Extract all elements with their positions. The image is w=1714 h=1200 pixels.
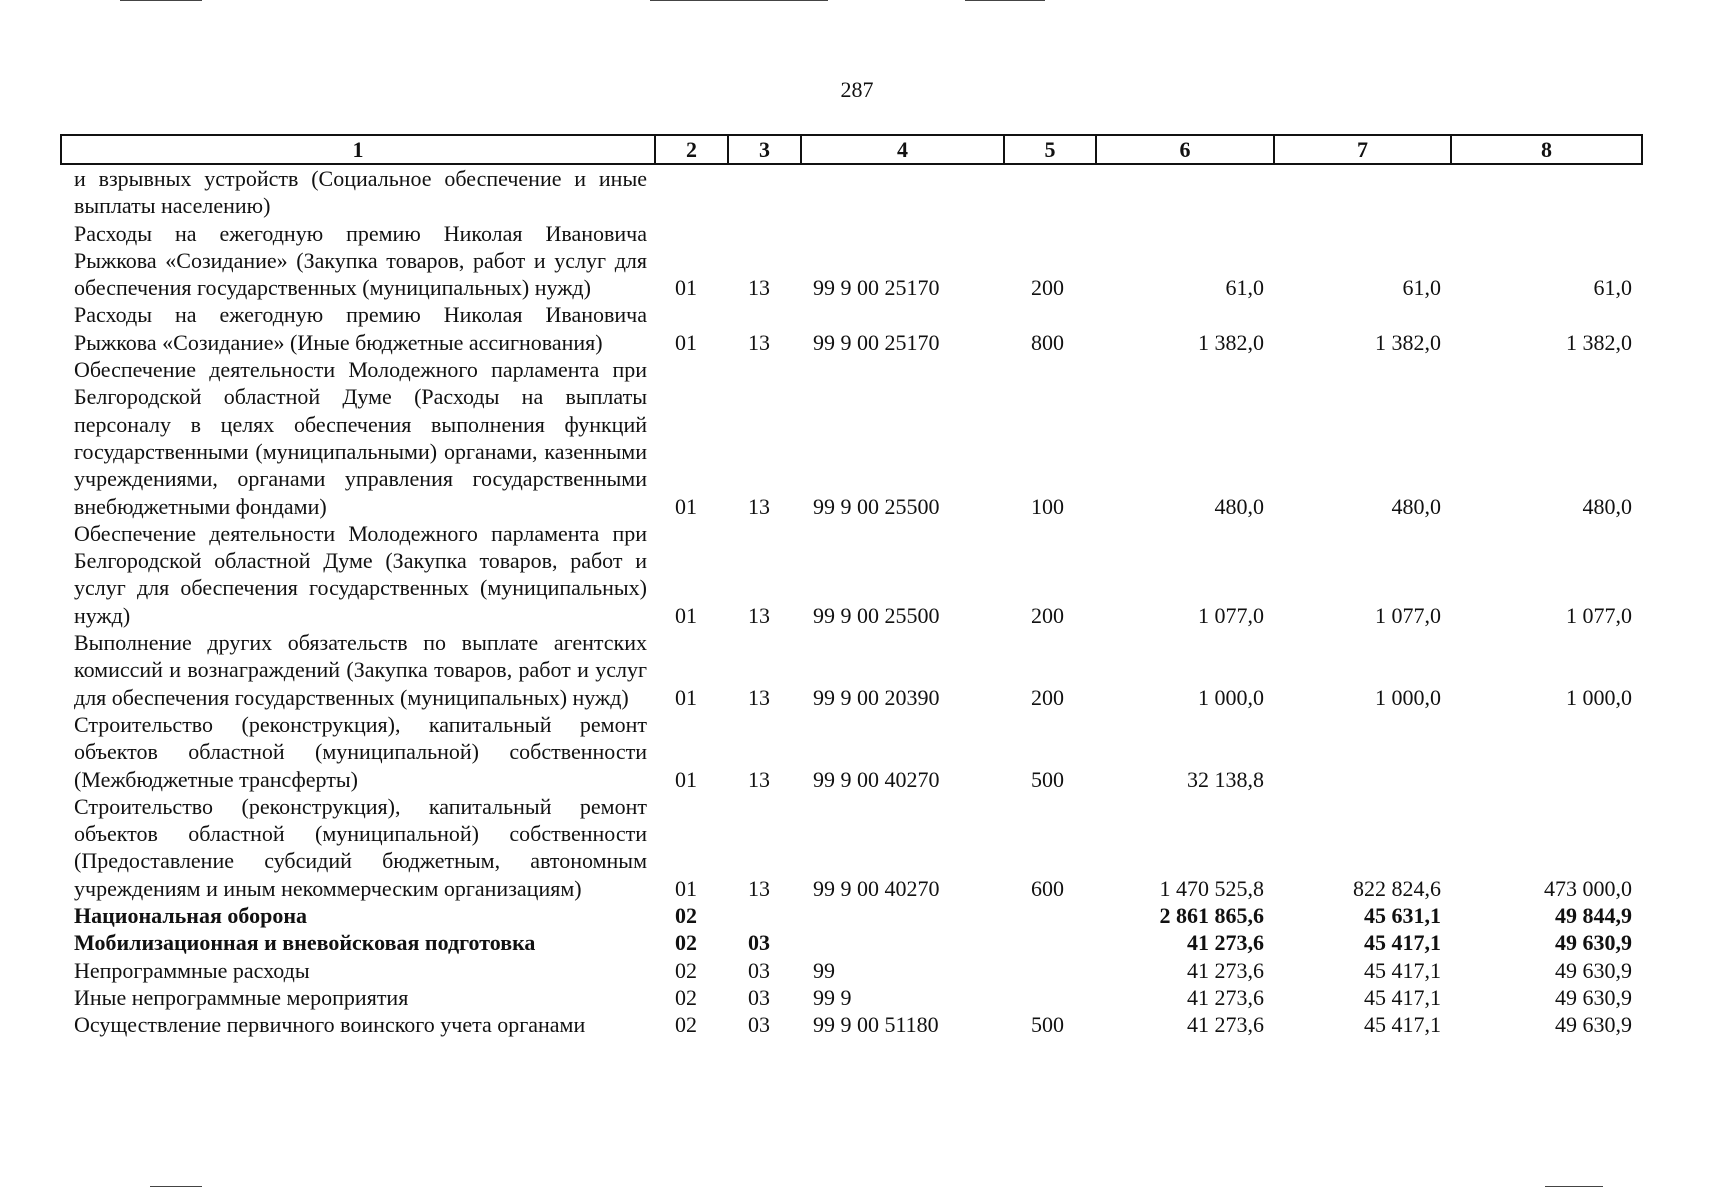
section-code: 02 <box>675 984 697 1010</box>
amount-col-6: 41 273,6 <box>1187 930 1264 956</box>
amount-col-8: 49 844,9 <box>1555 903 1632 929</box>
subsection-code: 13 <box>748 275 770 301</box>
amount-col-6: 1 077,0 <box>1198 602 1264 628</box>
column-number-header: 4 <box>801 135 1004 164</box>
expense-item-name: Мобилизационная и вневойсковая подготовка <box>74 930 536 956</box>
amount-col-8: 480,0 <box>1582 493 1632 519</box>
target-article-code: 99 9 00 25170 <box>813 329 940 355</box>
section-code: 01 <box>675 329 697 355</box>
amount-col-6: 41 273,6 <box>1187 957 1264 983</box>
column-number-header: 7 <box>1274 135 1451 164</box>
expense-item-name: Расходы на ежегодную премию Николая Ивановича Рыжкова «Созидание» (Закупка товаров, работ и услуг для обеспечения государственных (муниципальных) нужд) <box>74 220 647 301</box>
expense-type-code: 500 <box>1031 766 1064 792</box>
target-article-code <box>801 902 1004 929</box>
expense-type-code <box>1004 164 1096 220</box>
expense-item-name: Обеспечение деятельности Молодежного парламента при Белгородской областной Думе (Закупка товаров, работ и услуг для обеспечения государственных (муниципальных) нужд) <box>74 520 647 628</box>
amount-col-6: 1 470 525,8 <box>1159 875 1264 901</box>
target-article-code: 99 9 00 40270 <box>813 766 940 792</box>
table-row <box>61 356 1642 520</box>
expense-type-code: 800 <box>1031 329 1064 355</box>
section-code: 01 <box>675 493 697 519</box>
amount-col-6: 1 382,0 <box>1198 329 1264 355</box>
amount-col-6: 2 861 865,6 <box>1159 903 1264 929</box>
amount-col-8: 49 630,9 <box>1555 957 1632 983</box>
target-article-code: 99 9 00 25500 <box>813 602 940 628</box>
amount-col-7: 1 000,0 <box>1375 684 1441 710</box>
subsection-code <box>728 164 801 220</box>
amount-col-7: 45 417,1 <box>1364 984 1441 1010</box>
column-number-header: 8 <box>1451 135 1642 164</box>
column-number-header: 6 <box>1096 135 1274 164</box>
table-row <box>61 164 1642 220</box>
expense-type-code: 500 <box>1031 1012 1064 1038</box>
expense-item-name: Строительство (реконструкция), капитальный ремонт объектов областной (муниципальной) собственности (Предоставление субсидий бюджетным, автономным учреждениям и иным некоммерческим организациям) <box>74 793 647 901</box>
target-article-code: 99 9 <box>813 984 852 1010</box>
amount-col-7: 45 417,1 <box>1364 1012 1441 1038</box>
expense-type-code <box>1004 984 1096 1011</box>
expense-type-code: 200 <box>1031 275 1064 301</box>
table-body <box>61 164 1642 1039</box>
table-row <box>61 629 1642 711</box>
amount-col-6: 61,0 <box>1225 275 1264 301</box>
target-article-code: 99 9 00 51180 <box>813 1012 939 1038</box>
subsection-code: 13 <box>748 875 770 901</box>
table-row <box>61 1011 1642 1038</box>
target-article-code <box>801 164 1004 220</box>
section-code: 01 <box>675 602 697 628</box>
table-row <box>61 902 1642 929</box>
subsection-code: 13 <box>748 602 770 628</box>
table-row <box>61 984 1642 1011</box>
subsection-code <box>728 902 801 929</box>
target-article-code: 99 9 00 40270 <box>813 875 940 901</box>
amount-col-7: 61,0 <box>1402 275 1441 301</box>
amount-col-6: 32 138,8 <box>1187 766 1264 792</box>
amount-col-8: 1 382,0 <box>1566 329 1632 355</box>
amount-col-7 <box>1274 711 1451 793</box>
amount-col-8 <box>1451 164 1642 220</box>
amount-col-8: 473 000,0 <box>1544 875 1632 901</box>
expense-type-code <box>1004 957 1096 984</box>
section-code: 02 <box>675 930 697 956</box>
amount-col-7: 45 631,1 <box>1364 903 1441 929</box>
amount-col-7: 1 077,0 <box>1375 602 1441 628</box>
scan-rule-top-center <box>650 0 828 1</box>
amount-col-8: 1 000,0 <box>1566 684 1632 710</box>
table-row <box>61 301 1642 356</box>
subsection-code: 13 <box>748 493 770 519</box>
subsection-code: 13 <box>748 329 770 355</box>
subsection-code: 13 <box>748 766 770 792</box>
expense-item-name: Национальная оборона <box>74 903 308 929</box>
table-row <box>61 711 1642 793</box>
expense-type-code: 200 <box>1031 602 1064 628</box>
expense-item-name: и взрывных устройств (Социальное обеспечение и иные выплаты населению) <box>74 166 647 219</box>
section-code: 02 <box>675 1012 697 1038</box>
column-number-header: 5 <box>1004 135 1096 164</box>
scan-rule-top-left <box>120 0 202 1</box>
section-code: 02 <box>675 957 697 983</box>
subsection-code: 03 <box>748 984 770 1010</box>
amount-col-6: 1 000,0 <box>1198 684 1264 710</box>
budget-table <box>60 134 1643 1039</box>
expense-item-name: Строительство (реконструкция), капитальный ремонт объектов областной (муниципальной) собственности (Межбюджетные трансферты) <box>74 711 647 792</box>
amount-col-7: 1 382,0 <box>1375 329 1441 355</box>
scan-rule-bottom-right <box>1545 1186 1603 1187</box>
target-article-code: 99 <box>813 957 835 983</box>
expense-item-name: Выполнение других обязательств по выплате агентских комиссий и вознаграждений (Закупка товаров, работ и услуг для обеспечения государственных (муниципальных) нужд) <box>74 630 647 710</box>
subsection-code: 13 <box>748 684 770 710</box>
amount-col-6: 41 273,6 <box>1187 984 1264 1010</box>
scan-rule-top-right <box>965 0 1045 1</box>
section-code: 01 <box>675 766 697 792</box>
scan-rule-bottom-left <box>150 1186 202 1187</box>
subsection-code: 03 <box>748 957 770 983</box>
table-row <box>61 957 1642 984</box>
amount-col-8: 49 630,9 <box>1555 930 1632 956</box>
amount-col-6 <box>1096 164 1274 220</box>
section-code: 01 <box>675 684 697 710</box>
amount-col-7: 822 824,6 <box>1353 875 1441 901</box>
expense-type-code: 100 <box>1031 493 1064 519</box>
column-number-header: 2 <box>655 135 728 164</box>
target-article-code: 99 9 00 25170 <box>813 275 940 301</box>
target-article-code <box>801 929 1004 956</box>
column-number-header: 3 <box>728 135 801 164</box>
expense-item-name: Расходы на ежегодную премию Николая Ивановича Рыжкова «Созидание» (Иные бюджетные ассигнования) <box>74 302 647 355</box>
amount-col-8: 49 630,9 <box>1555 984 1632 1010</box>
amount-col-7 <box>1274 164 1451 220</box>
amount-col-6: 41 273,6 <box>1187 1012 1264 1038</box>
expense-type-code: 200 <box>1031 684 1064 710</box>
section-code <box>655 164 728 220</box>
amount-col-8: 49 630,9 <box>1555 1012 1632 1038</box>
amount-col-8: 61,0 <box>1593 275 1632 301</box>
amount-col-7: 45 417,1 <box>1364 930 1441 956</box>
table-row <box>61 520 1642 629</box>
column-number-header-row <box>61 135 1642 164</box>
expense-item-name: Иные непрограммные мероприятия <box>74 984 409 1010</box>
section-code: 01 <box>675 275 697 301</box>
amount-col-8 <box>1451 711 1642 793</box>
target-article-code: 99 9 00 20390 <box>813 684 940 710</box>
expense-item-name: Непрограммные расходы <box>74 957 310 983</box>
amount-col-7: 45 417,1 <box>1364 957 1441 983</box>
amount-col-8: 1 077,0 <box>1566 602 1632 628</box>
page-number: 287 <box>840 77 874 102</box>
subsection-code: 03 <box>748 930 770 956</box>
target-article-code: 99 9 00 25500 <box>813 493 940 519</box>
expense-item-name: Осуществление первичного воинского учета органами <box>74 1012 586 1038</box>
column-number-header: 1 <box>61 135 655 164</box>
expense-type-code <box>1004 929 1096 956</box>
expense-type-code <box>1004 902 1096 929</box>
table-row <box>61 220 1642 302</box>
subsection-code: 03 <box>748 1012 770 1038</box>
expense-item-name: Обеспечение деятельности Молодежного парламента при Белгородской областной Думе (Расходы на выплаты персоналу в целях обеспечения выполнения функций государственными (муниципальными) органами, казенными учреждениями, органами управления государственными внебюджетными фондами) <box>74 357 647 519</box>
expense-type-code: 600 <box>1031 875 1064 901</box>
section-code: 01 <box>675 875 697 901</box>
table-row <box>61 793 1642 902</box>
table-row <box>61 929 1642 956</box>
amount-col-7: 480,0 <box>1391 493 1441 519</box>
amount-col-6: 480,0 <box>1214 493 1264 519</box>
section-code: 02 <box>675 903 697 929</box>
